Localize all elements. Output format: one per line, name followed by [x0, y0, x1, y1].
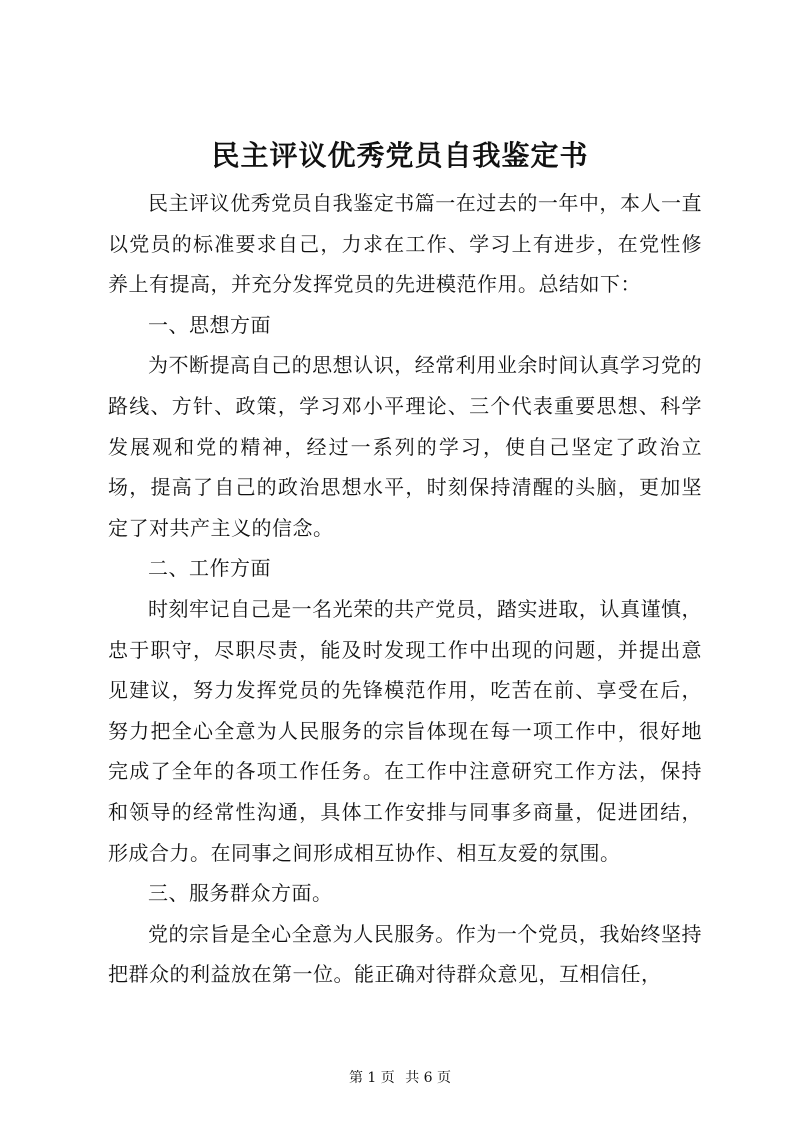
work-paragraph: 时刻牢记自己是一名光荣的共产党员，踏实进取，认真谨慎，忠于职守，尽职尽责，能及时发现工作中出现的问题，并提出意见建议，努力发挥党员的先锋模范作用，吃苦在前、享受在后，努力把全心全意为人民服务的宗旨体现在每一项工作中，很好地完成了全年的各项工作任务。在工作中注意研究工作方法，保持和领导的经常性沟通，具体工作安排与同事多商量，促进团结，形成合力。在同事之间形成相互协作、相互友爱的氛围。	[108, 596, 702, 865]
section-heading-thought: 一、思想方面	[148, 312, 271, 337]
service-paragraph: 党的宗旨是全心全意为人民服务。作为一个党员，我始终坚持把群众的利益放在第一位。能正确对待群众意见，互相信任，	[108, 921, 702, 987]
section-heading-service: 三、服务群众方面。	[148, 881, 333, 906]
document-body	[108, 183, 702, 995]
page-footer	[0, 1068, 800, 1088]
document-title: 民主评议优秀党员自我鉴定书	[211, 139, 589, 172]
intro-paragraph: 民主评议优秀党员自我鉴定书篇一在过去的一年中，本人一直以党员的标准要求自己，力求在工作、学习上有进步，在党性修养上有提高，并充分发挥党员的先进模范作用。总结如下：	[108, 191, 702, 297]
thought-paragraph: 为不断提高自己的思想认识，经常利用业余时间认真学习党的路线、方针、政策，学习邓小平理论、三个代表重要思想、科学发展观和党的精神，经过一系列的学习，使自己坚定了政治立场，提高了自己的政治思想水平，时刻保持清醒的头脑，更加坚定了对共产主义的信念。	[108, 353, 702, 540]
section-heading-work: 二、工作方面	[148, 556, 271, 581]
page-total: 共 6 页	[405, 1070, 452, 1086]
page-number: 第 1 页	[348, 1070, 395, 1086]
